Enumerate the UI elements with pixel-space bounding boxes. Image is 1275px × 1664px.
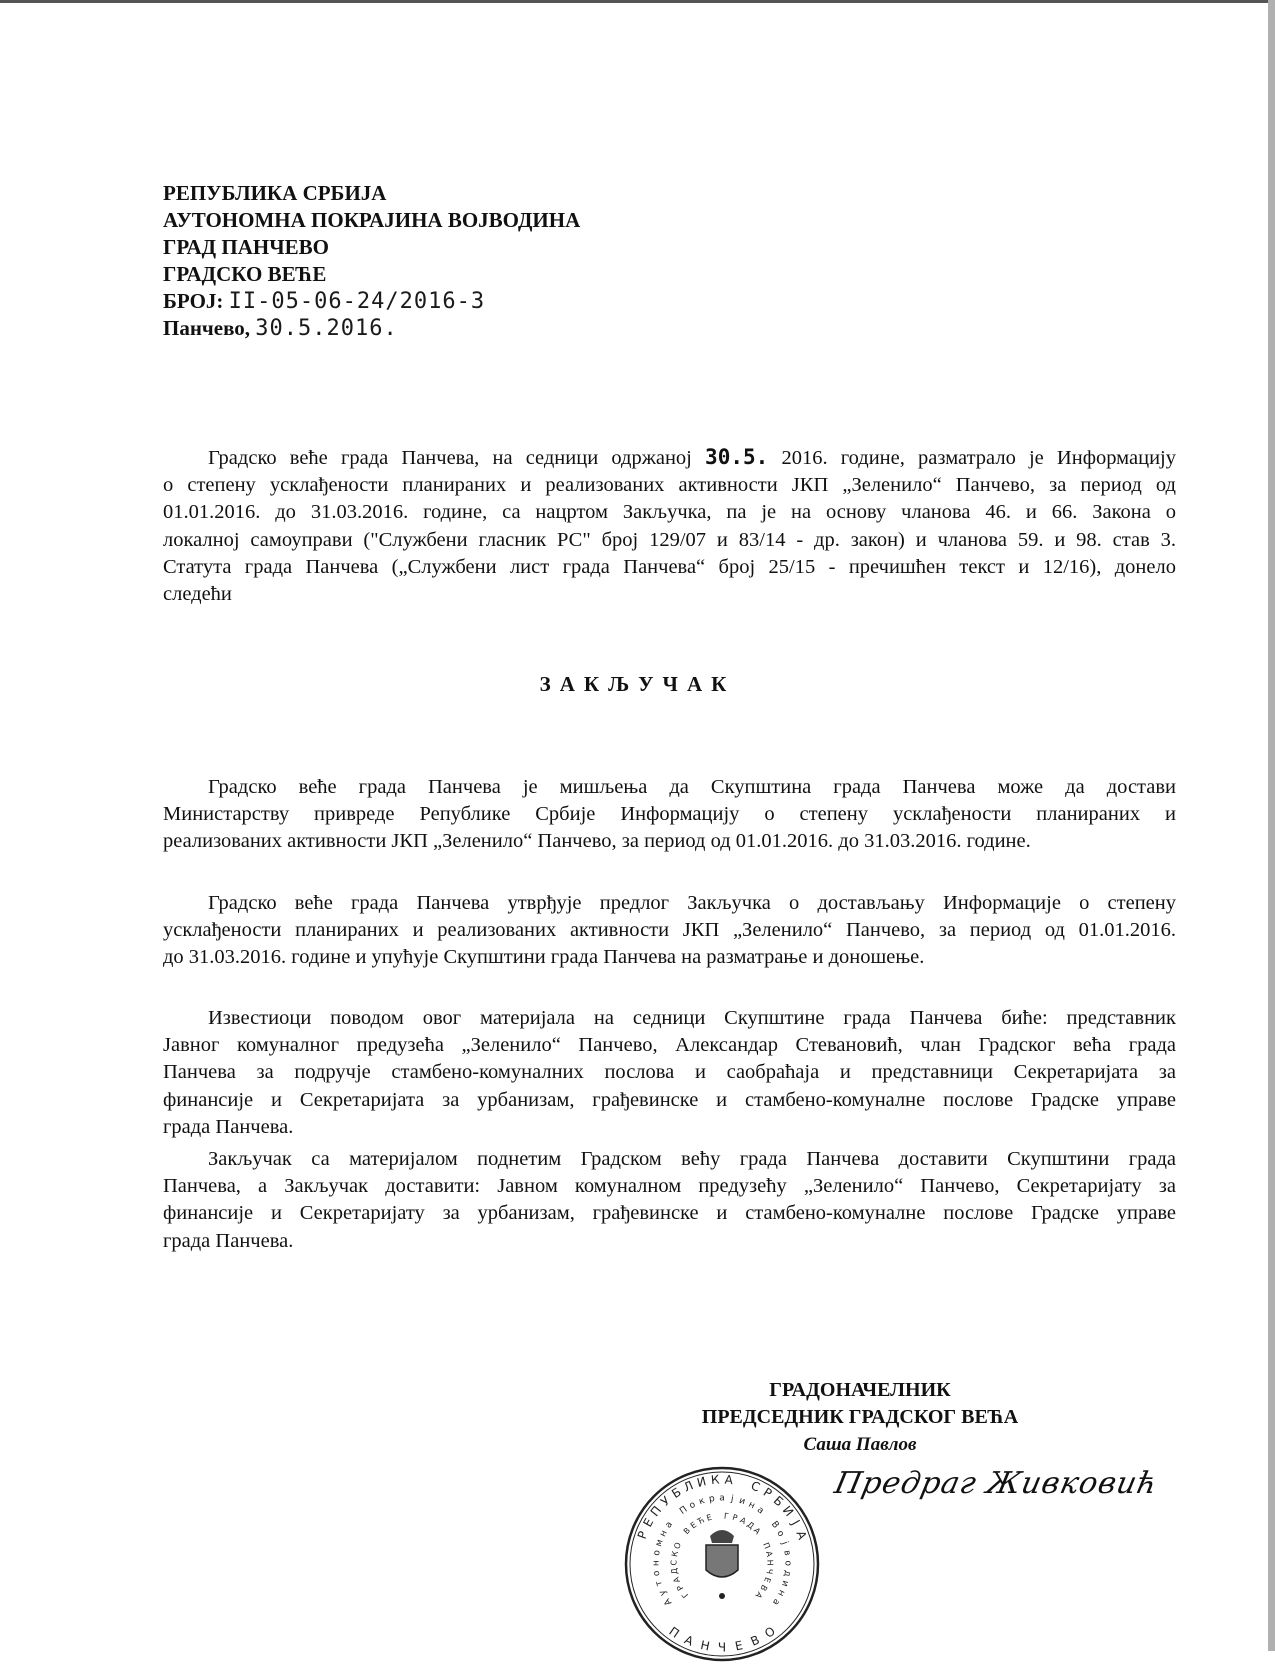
stamp-inner-letter: Р bbox=[731, 1512, 739, 1523]
paragraph-line: Статута града Панчева („Службени лист града Панчева“ број 25/15 - пречишћен текст и 12/16), донело bbox=[163, 555, 1176, 578]
stamp-middle-letter: д bbox=[781, 1569, 793, 1578]
stamp-middle-letter: р bbox=[708, 1493, 716, 1505]
stamp-inner-letter: Г bbox=[680, 1590, 691, 1600]
stamp-outer-letter: И bbox=[779, 1503, 797, 1520]
stamp-middle-letter: о bbox=[651, 1569, 663, 1577]
paragraph-line: до 31.03.2016. године и упућује Скупштини града Панчева на разматрање и доношење. bbox=[163, 946, 925, 969]
stamp-inner-letter: Е bbox=[705, 1512, 713, 1523]
stamp-outer-letter: Р bbox=[760, 1485, 775, 1501]
signatory-name: Саша Павлов bbox=[803, 1434, 917, 1455]
stamp-middle-letter: А bbox=[662, 1596, 675, 1608]
stamp-bottom-letter: Н bbox=[699, 1638, 711, 1654]
signatory-title: ГРАДОНАЧЕЛНИК bbox=[769, 1379, 951, 1401]
session-date-handwritten: 30.5. bbox=[705, 445, 769, 469]
stamp-outer-letter: Б bbox=[770, 1493, 787, 1510]
conclusion-paragraph-1 bbox=[163, 774, 1176, 856]
header-line: ГРАД ПАНЧЕВО bbox=[163, 235, 329, 259]
stamp-middle-letter: т bbox=[653, 1579, 665, 1588]
stamp-outer-letter: П bbox=[647, 1503, 665, 1520]
paragraph-line: следећи bbox=[163, 583, 232, 606]
stamp-inner-letter: Н bbox=[765, 1559, 775, 1566]
stamp-outer-letter: Б bbox=[669, 1484, 684, 1501]
scan-right-edge bbox=[1268, 0, 1275, 1651]
stamp-inner-letter: О bbox=[672, 1541, 683, 1551]
stamp-inner-letter: Р bbox=[675, 1583, 686, 1593]
stamp-middle-letter: а bbox=[770, 1596, 782, 1607]
stamp-inner-letter: Д bbox=[745, 1519, 756, 1531]
handwritten-signature: Предраг Живковић bbox=[831, 1466, 1162, 1501]
stamp-middle-letter: о bbox=[687, 1499, 698, 1512]
paragraph-line: 01.01.2016. до 31.03.2016. године, са нацртом Закључка, па је на основу чланова 46. и 66. Закона о bbox=[163, 501, 1176, 524]
stamp-inner-letter: Г bbox=[723, 1511, 730, 1521]
paragraph-line: Закључак са материјалом поднетим Градском већу града Панчева доставити Скупштини града bbox=[208, 1148, 1176, 1170]
stamp-outer-letter: С bbox=[748, 1478, 763, 1495]
stamp-inner-letter: В bbox=[681, 1526, 693, 1537]
signatory-title: ПРЕДСЕДНИК ГРАДСКОГ ВЕЋА bbox=[701, 1406, 1019, 1428]
paragraph-line: Известиоци поводом овог материјала на седници Скупштине града Панчева биће: представник bbox=[208, 1007, 1176, 1029]
document-place-date bbox=[163, 315, 580, 342]
stamp-inner-letter: Ч bbox=[764, 1567, 775, 1575]
number-label: БРОЈ: bbox=[163, 289, 224, 313]
date-handwritten: 30.5.2016. bbox=[255, 316, 398, 341]
stamp-middle-letter: о bbox=[782, 1560, 793, 1567]
stamp-middle-letter: н bbox=[651, 1560, 662, 1567]
paragraph-line: Јавног комуналног предузећа „Зеленило“ Панчево, Александар Стевановић, члан Градског већа града bbox=[163, 1034, 1176, 1057]
paragraph-line: усклађености планираних и реализованих активности ЈКП „Зеленило“ Панчево, за период од 01.01.2016. bbox=[163, 919, 1176, 942]
document-header bbox=[163, 180, 580, 342]
paragraph-line: Панчева, а Закључак доставити: Јавном комуналном предузећу „Зеленило“ Панчево, Секретаријату за bbox=[163, 1175, 1176, 1198]
stamp-inner-letter: А bbox=[738, 1515, 748, 1527]
stamp-inner-letter: К bbox=[670, 1550, 680, 1558]
stamp-outer-letter: И bbox=[695, 1474, 708, 1490]
number-value-handwritten: II-05-06-24/2016-3 bbox=[228, 289, 486, 314]
header-line: ГРАДСКО ВЕЋЕ bbox=[163, 262, 327, 286]
stamp-inner-letter: П bbox=[761, 1541, 772, 1551]
intro-paragraph bbox=[163, 444, 1176, 608]
conclusion-paragraph-3 bbox=[163, 1005, 1176, 1141]
paragraph-line: о степену усклађености планираних и реализованих активности ЈКП „Зеленило“ Панчево, за период од bbox=[163, 474, 1176, 497]
stamp-bottom-letter: В bbox=[748, 1632, 762, 1649]
paragraph-line: Градско веће града Панчева утврђује предлог Закључка о достављању Информације о степену bbox=[208, 892, 1176, 914]
paragraph-line: града Панчева. bbox=[163, 1229, 294, 1252]
stamp-middle-letter: а bbox=[719, 1493, 725, 1504]
paragraph-line: финансије и Секретаријата за урбанизам, грађевинске и стамбено-комуналне послове Градске управе bbox=[163, 1088, 1176, 1111]
stamp-inner-letter: А bbox=[753, 1589, 765, 1600]
paragraph-line: града Панчева. bbox=[163, 1115, 294, 1138]
stamp-middle-letter: н bbox=[658, 1528, 670, 1539]
stamp-outer-letter: А bbox=[724, 1472, 734, 1488]
stamp-middle-letter: н bbox=[746, 1499, 757, 1512]
scan-top-edge bbox=[0, 0, 1275, 3]
stamp-middle-letter: В bbox=[768, 1519, 781, 1531]
stamp-inner-letter: А bbox=[764, 1550, 774, 1558]
stamp-outer-letter: Р bbox=[634, 1529, 651, 1541]
stamp-middle-letter: о bbox=[774, 1528, 786, 1539]
stamp-outer-letter: У bbox=[658, 1493, 673, 1509]
text-segment: 2016. године, разматрало је Информацију bbox=[781, 447, 1177, 469]
stamp-bottom-letter: О bbox=[762, 1623, 778, 1641]
stamp-outer-letter: Е bbox=[640, 1515, 657, 1530]
conclusion-paragraph-4 bbox=[163, 1146, 1176, 1255]
stamp-middle-letter: П bbox=[678, 1504, 690, 1517]
document-title: ЗАКЉУЧАК bbox=[539, 672, 736, 696]
paragraph-line bbox=[163, 444, 1176, 472]
paragraph-line: Градско веће града Панчева је мишљења да Скупштина града Панчева може да достави bbox=[208, 776, 1176, 798]
coat-of-arms-icon bbox=[706, 1530, 738, 1599]
place-label: Панчево, bbox=[163, 316, 251, 340]
stamp-outer-letter: А bbox=[793, 1528, 810, 1542]
paragraph-line: Панчева за подручје стамбено-комуналних послова и саобраћаја и представници Секретаријата за bbox=[163, 1061, 1176, 1084]
header-line: АУТОНОМНА ПОКРАЈИНА ВОЈВОДИНА bbox=[163, 208, 581, 232]
stamp-inner-letter: А bbox=[751, 1526, 763, 1537]
stamp-inner-letter: С bbox=[669, 1559, 679, 1566]
stamp-middle-letter: ј bbox=[778, 1540, 790, 1546]
stamp-outer-letter: К bbox=[710, 1472, 720, 1488]
stamp-bottom-letter: Ч bbox=[717, 1640, 727, 1655]
stamp-inner-letter: Е bbox=[762, 1575, 773, 1584]
stamp-middle-letter: м bbox=[654, 1538, 666, 1548]
stamp-inner-letter: А bbox=[671, 1575, 682, 1584]
stamp-inner-letter: Д bbox=[669, 1567, 680, 1576]
stamp-middle-letter: ј bbox=[730, 1494, 735, 1505]
stamp-middle-letter: к bbox=[697, 1496, 707, 1508]
stamp-inner-letter: В bbox=[758, 1583, 769, 1593]
stamp-middle-letter: о bbox=[652, 1549, 663, 1557]
stamp-outer-letter: Ј bbox=[788, 1517, 803, 1528]
stamp-middle-letter: а bbox=[755, 1505, 766, 1517]
stamp-middle-letter: и bbox=[778, 1579, 791, 1588]
paragraph-line: финансије и Секретаријату за урбанизам, грађевинске и стамбено-комуналне послове Градске управе bbox=[163, 1202, 1176, 1225]
stamp-inner-letter: Е bbox=[688, 1520, 699, 1531]
paragraph-line: Министарству привреде Републике Србије Информацију о степену усклађености планираних и bbox=[163, 803, 1176, 826]
paragraph-line: локалној самоуправи ("Службени гласник РС" број 129/07 и 83/14 - др. закон) и чланова 59. и 98. став 3. bbox=[163, 528, 1176, 551]
official-stamp bbox=[622, 1464, 822, 1664]
text-segment: Градско веће града Панчева, на седници одржаној bbox=[208, 447, 692, 469]
header-line: РЕПУБЛИКА СРБИЈА bbox=[163, 181, 387, 205]
stamp-bottom-letter: А bbox=[682, 1632, 696, 1649]
conclusion-paragraph-2 bbox=[163, 890, 1176, 972]
stamp-middle-letter: а bbox=[663, 1519, 675, 1531]
stamp-middle-letter: н bbox=[775, 1587, 787, 1598]
stamp-bottom-letter: Е bbox=[733, 1638, 745, 1654]
stamp-outer-letter: Л bbox=[681, 1478, 696, 1495]
stamp-inner-letter: Ћ bbox=[696, 1515, 706, 1527]
stamp-middle-letter: у bbox=[657, 1588, 669, 1598]
signature-block bbox=[640, 1377, 1080, 1458]
document-number bbox=[163, 288, 580, 315]
paragraph-line: реализованих активности ЈКП „Зеленило“ Панчево, за период од 01.01.2016. до 31.03.2016. године. bbox=[163, 830, 1031, 853]
stamp-middle-letter: в bbox=[781, 1549, 792, 1557]
stamp-bottom-letter: П bbox=[666, 1624, 682, 1641]
stamp-middle-letter: и bbox=[737, 1496, 747, 1508]
